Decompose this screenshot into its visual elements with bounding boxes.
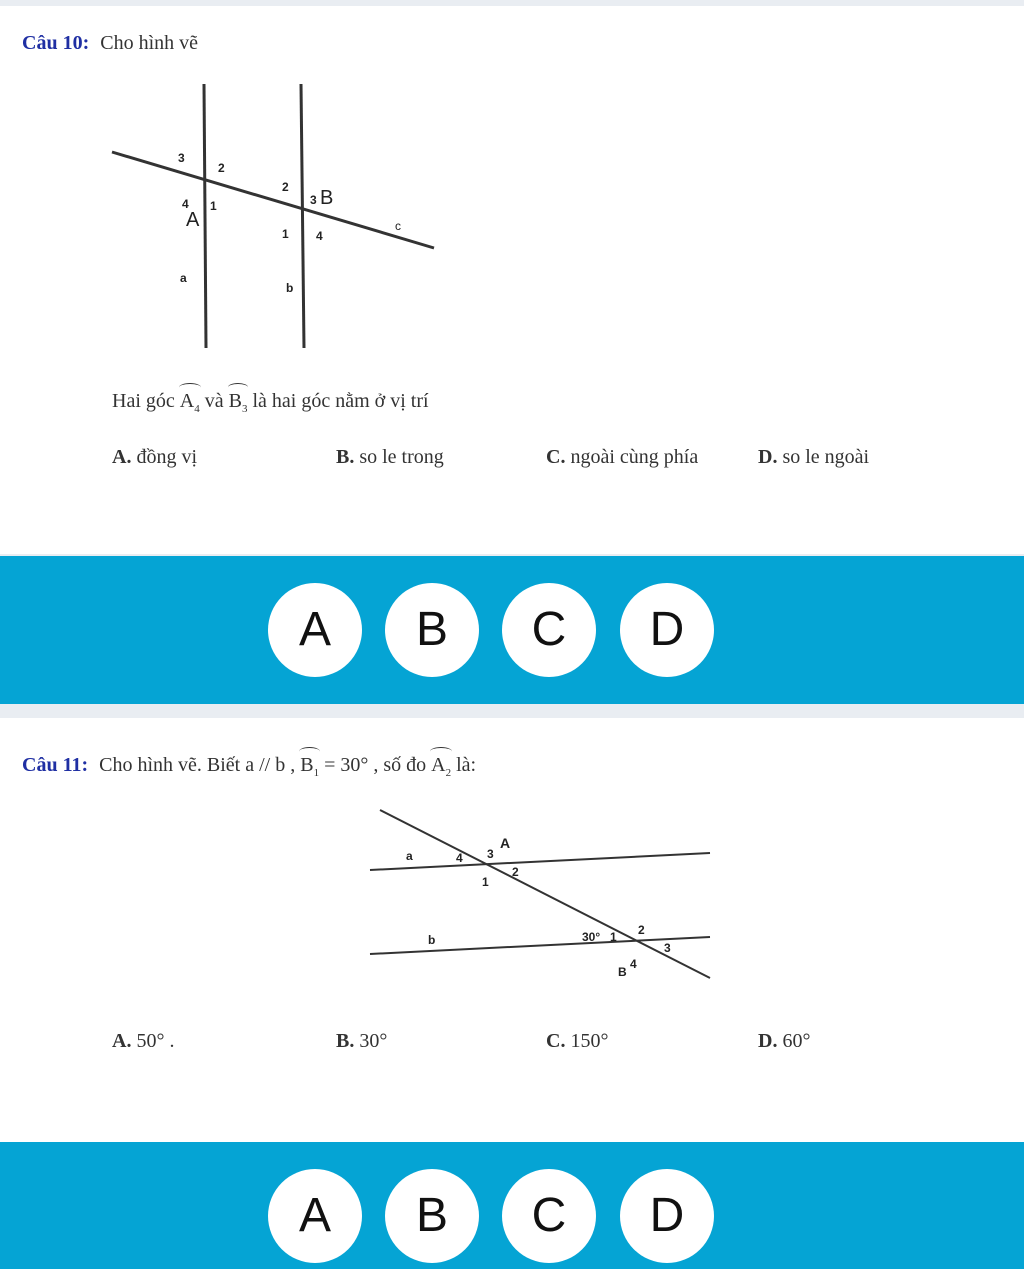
label-angle: 4 xyxy=(316,229,323,243)
q10-option-c: C. ngoài cùng phía xyxy=(546,446,699,468)
label-line-b: b xyxy=(286,281,294,295)
label-angle: 2 xyxy=(512,865,519,879)
angle-A2: $A_2$ xyxy=(431,750,451,779)
answer-button-c[interactable]: C xyxy=(502,1169,596,1263)
label-line-a: a xyxy=(406,849,413,863)
question-intro: Cho hình vẽ xyxy=(100,32,199,54)
question-10-stem xyxy=(112,386,429,415)
answer-button-a[interactable]: A xyxy=(268,583,362,677)
label-angle: 1 xyxy=(282,227,289,241)
answer-button-c[interactable]: C xyxy=(502,583,596,677)
label-angle: 2 xyxy=(218,161,225,175)
label-angle: 4 xyxy=(630,957,637,971)
question-11-title xyxy=(22,750,476,779)
question-10-title xyxy=(22,32,198,55)
label-angle: 2 xyxy=(282,180,289,194)
angle-A4: $A_4$ xyxy=(180,386,200,415)
q10-option-a: A. đồng vị xyxy=(112,446,198,468)
answer-button-d[interactable]: D xyxy=(620,1169,714,1263)
label-angle: 1 xyxy=(210,199,217,213)
label-line-a: a xyxy=(180,271,187,285)
question-number: Câu 10: xyxy=(22,32,90,54)
q11-option-a: A. 50° . xyxy=(112,1030,175,1052)
label-angle: 3 xyxy=(310,193,317,207)
label-angle-30: 30° xyxy=(582,930,601,944)
stem-text: Hai góc xyxy=(112,390,175,412)
label-point-A: A xyxy=(186,209,200,231)
label-angle: 1 xyxy=(482,875,489,889)
label-line-b: b xyxy=(428,933,436,947)
question-intro: Cho hình vẽ. Biết a // b , xyxy=(99,754,296,776)
question-given: = 30° , số đo xyxy=(324,754,427,776)
q10-option-b: B. so le trong xyxy=(336,446,444,468)
label-angle: 3 xyxy=(178,151,185,165)
q10-option-d: D. so le ngoài xyxy=(758,446,870,468)
label-angle: 1 xyxy=(610,930,617,944)
question-number: Câu 11: xyxy=(22,754,89,776)
q11-option-d: D. 60° xyxy=(758,1030,811,1052)
label-point-A: A xyxy=(500,835,511,851)
answer-button-b[interactable]: B xyxy=(385,583,479,677)
answer-button-b[interactable]: B xyxy=(385,1169,479,1263)
label-angle: 3 xyxy=(487,847,494,861)
figure-parallel-lines-q10 xyxy=(100,76,460,366)
answer-bar-q11 xyxy=(0,1142,1024,1269)
answer-bar-q10 xyxy=(0,556,1024,704)
label-line-c: c xyxy=(395,219,401,233)
angle-B1: $B_1$ xyxy=(300,750,319,779)
figure-parallel-lines-q11 xyxy=(360,806,720,996)
label-angle: 4 xyxy=(456,851,463,865)
question-11-card xyxy=(0,718,1024,1142)
angle-B3: $B_3$ xyxy=(229,386,248,415)
q11-option-c: C. 150° xyxy=(546,1030,609,1052)
q11-option-b: B. 30° xyxy=(336,1030,388,1052)
label-angle: 3 xyxy=(664,941,671,955)
answer-button-d[interactable]: D xyxy=(620,583,714,677)
label-angle: 4 xyxy=(182,197,189,211)
label-angle: 2 xyxy=(638,923,645,937)
label-point-B: B xyxy=(618,965,627,979)
stem-text: và xyxy=(204,390,224,412)
question-suffix: là: xyxy=(456,754,477,776)
stem-text: là hai góc nằm ở vị trí xyxy=(252,390,429,412)
question-10-card xyxy=(0,6,1024,554)
answer-button-a[interactable]: A xyxy=(268,1169,362,1263)
label-point-B: B xyxy=(320,187,334,209)
